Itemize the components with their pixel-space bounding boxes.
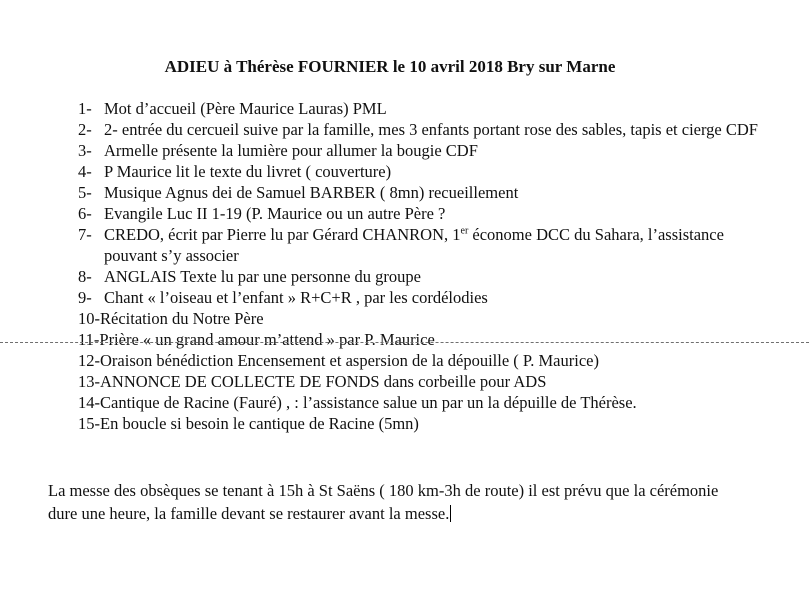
list-item [78, 308, 768, 329]
list-item [78, 392, 768, 413]
item-text: P Maurice lit le texte du livret ( couverture) [104, 162, 392, 181]
item-number: 8- [78, 267, 100, 286]
list-item [78, 371, 768, 392]
list-item [78, 350, 768, 371]
item-number: 1- [78, 99, 100, 118]
item-text: Prière « un grand amour m’attend » par P. Maurice [99, 330, 435, 349]
item-text [104, 224, 768, 266]
item-text: Musique Agnus dei de Samuel BARBER ( 8mn) recueillement [104, 183, 519, 202]
item-text-part: économe DCC du Sahara, l’assistance pouvant s’y associer [104, 225, 724, 265]
item-number: 6- [78, 204, 100, 223]
list-item [78, 224, 768, 266]
document-title: ADIEU à Thérèse FOURNIER le 10 avril 2018 Bry sur Marne [164, 57, 616, 76]
item-text: Armelle présente la lumière pour allumer la bougie CDF [104, 141, 478, 160]
item-text: Mot d’accueil (Père Maurice Lauras) PML [104, 99, 387, 118]
item-text: ANGLAIS Texte lu par une personne du groupe [104, 267, 422, 286]
item-text: Evangile Luc II 1-19 (P. Maurice ou un autre Père ? [104, 204, 446, 223]
list-item [78, 140, 768, 161]
list-item [78, 119, 768, 140]
list-item [78, 203, 768, 224]
list-item [78, 413, 768, 434]
item-text: Chant « l’oiseau et l’enfant » R+C+R , par les cordélodies [104, 288, 488, 307]
page-break-line [0, 342, 809, 343]
item-text-part: CREDO, écrit par Pierre lu par Gérard CHANRON, 1 [104, 225, 461, 244]
list-item [78, 98, 768, 119]
superscript-ordinal: er [460, 225, 469, 237]
item-text: Récitation du Notre Père [100, 309, 264, 328]
ceremony-program-list [78, 98, 768, 434]
item-number: 2- [78, 120, 100, 139]
closing-paragraph[interactable] [48, 479, 748, 525]
list-item [78, 161, 768, 182]
list-item [78, 329, 768, 350]
item-number: 13- [78, 372, 100, 391]
item-text: ANNONCE DE COLLECTE DE FONDS dans corbeille pour ADS [100, 372, 547, 391]
item-number: 5- [78, 183, 100, 202]
item-number: 10- [78, 309, 100, 328]
item-number: 3- [78, 141, 100, 160]
item-text: 2- entrée du cercueil suive par la famille, mes 3 enfants portant rose des sables, tapis et cierge CDF [104, 120, 758, 139]
item-number: 9- [78, 288, 100, 307]
item-number: 4- [78, 162, 100, 181]
item-text: En boucle si besoin le cantique de Racine (5mn) [100, 414, 419, 433]
item-number: 11- [78, 330, 100, 349]
item-text: Cantique de Racine (Fauré) , : l’assistance salue un par un la dépuille de Thérèse. [100, 393, 637, 412]
list-item [78, 182, 768, 203]
item-number: 7- [78, 225, 100, 244]
list-item [78, 287, 768, 308]
text-cursor [450, 505, 451, 522]
item-number: 15- [78, 414, 100, 433]
item-text: Oraison bénédiction Encensement et aspersion de la dépouille ( P. Maurice) [100, 351, 599, 370]
item-number: 12- [78, 351, 100, 370]
list-item [78, 266, 768, 287]
item-number: 14- [78, 393, 100, 412]
paragraph-text: La messe des obsèques se tenant à 15h à St Saëns ( 180 km-3h de route) il est prévu que la cérémonie dure une heure, la famille devant se restaurer avant la messe. [48, 481, 719, 523]
